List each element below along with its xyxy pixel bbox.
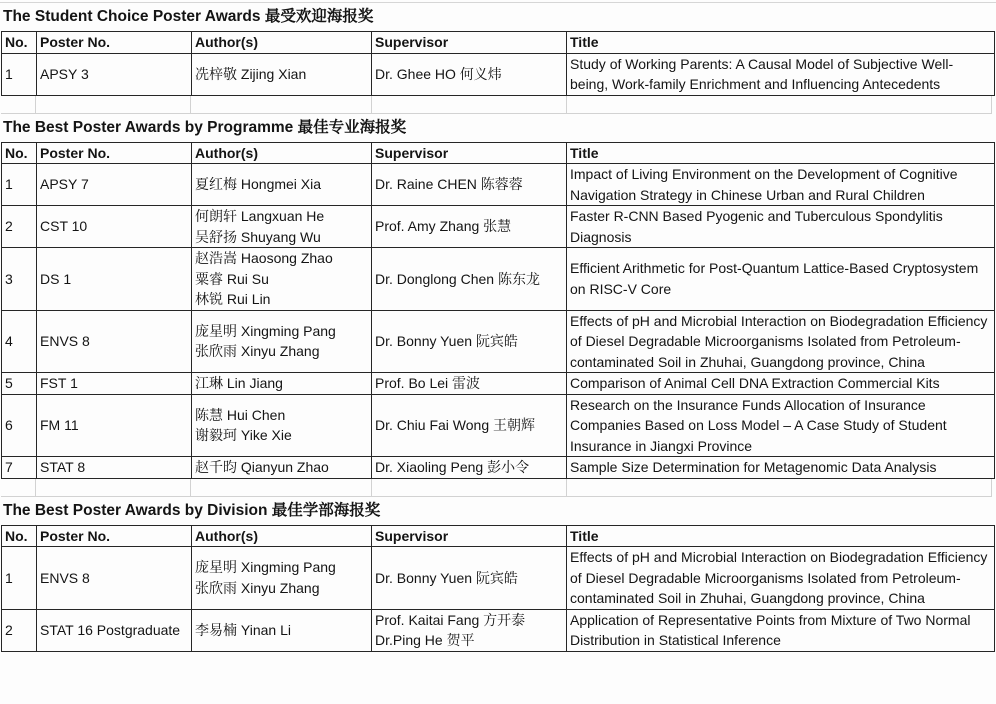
poster-no-cell: FM 11 [37, 394, 192, 457]
supervisor-cell [372, 248, 567, 311]
no-cell: 6 [2, 394, 37, 457]
table-row [2, 609, 995, 651]
poster-no-cell: APSY 7 [37, 164, 192, 206]
awards-table [1, 142, 995, 479]
author-line: 吴舒扬 Shuyang Wu [195, 228, 321, 245]
title-cell: Faster R-CNN Based Pyogenic and Tuberculous Spondylitis Diagnosis [567, 206, 995, 248]
table-row [2, 457, 995, 479]
column-header: Poster No. [37, 525, 192, 547]
column-header: Supervisor [372, 525, 567, 547]
poster-no-cell: ENVS 8 [37, 547, 192, 610]
header-row [2, 32, 995, 54]
authors-cell [192, 457, 372, 479]
title-cell: Application of Representative Points from Mixture of Two Normal Distribution in Statistical Inference [567, 609, 995, 651]
supervisor-cell [372, 457, 567, 479]
column-header: Poster No. [37, 142, 192, 164]
table-row [2, 547, 995, 610]
supervisor-cell [372, 206, 567, 248]
author-line: 江琳 Lin Jiang [195, 375, 283, 391]
column-header: Author(s) [192, 142, 372, 164]
gap-gridline-cell [372, 96, 567, 113]
gap-gridline-cell [191, 96, 371, 113]
supervisor-line: Dr.Ping He 贺平 [375, 632, 475, 648]
spreadsheet-gap-row [1, 479, 992, 497]
supervisor-line: Prof. Bo Lei 雷波 [375, 375, 481, 391]
poster-no-cell: APSY 3 [37, 53, 192, 95]
column-header: Title [567, 142, 995, 164]
supervisor-cell [372, 547, 567, 610]
authors-cell [192, 248, 372, 311]
no-cell: 5 [2, 373, 37, 395]
author-line: 何朗轩 Langxuan He [195, 208, 325, 224]
poster-no-cell: DS 1 [37, 248, 192, 311]
authors-cell [192, 373, 372, 395]
sections-root [0, 3, 996, 652]
column-header: Author(s) [192, 525, 372, 547]
section-title: The Student Choice Poster Awards 最受欢迎海报奖 [3, 8, 374, 25]
column-header: Supervisor [372, 32, 567, 54]
poster-no-cell: CST 10 [37, 206, 192, 248]
header-row [2, 142, 995, 164]
author-line: 张欣雨 Xinyu Zhang [195, 579, 320, 596]
no-cell: 1 [2, 547, 37, 610]
title-cell: Effects of pH and Microbial Interaction on Biodegradation Efficiency of Diesel Degradable Microorganisms Isolated from Petroleum-contaminated Soil in Zhuhai, Guangdong province, China [567, 310, 995, 373]
no-cell: 7 [2, 457, 37, 479]
gap-gridline-cell [372, 479, 567, 496]
poster-no-cell: STAT 16 Postgraduate [37, 609, 192, 651]
section-title: The Best Poster Awards by Programme 最佳专业海报奖 [3, 118, 407, 136]
title-cell: Efficient Arithmetic for Post-Quantum Lattice-Based Cryptosystem on RISC-V Core [567, 248, 995, 311]
author-line: 冼梓敬 Zijing Xian [195, 65, 307, 82]
no-cell: 1 [2, 53, 37, 95]
awards-table [1, 31, 995, 96]
supervisor-line: Dr. Ghee HO 何义炜 [375, 65, 502, 82]
supervisor-line: Prof. Amy Zhang 张慧 [375, 218, 512, 235]
author-line: 庞星明 Xingming Pang [195, 559, 336, 576]
header-row [2, 525, 995, 547]
poster-no-cell: FST 1 [37, 373, 192, 395]
authors-cell [192, 164, 372, 206]
author-line: 赵千昀 Qianyun Zhao [195, 459, 329, 475]
no-cell: 4 [2, 310, 37, 373]
authors-cell [192, 53, 372, 95]
column-header: Title [567, 32, 995, 54]
spreadsheet-gap-row [1, 96, 992, 114]
poster-no-cell: ENVS 8 [37, 310, 192, 373]
table-row [2, 164, 995, 206]
column-header: Supervisor [372, 142, 567, 164]
award-section-2 [0, 497, 996, 652]
gap-gridline-cell [191, 479, 371, 496]
supervisor-cell [372, 609, 567, 651]
author-line: 李易楠 Yinan Li [195, 621, 291, 638]
gap-gridline-cell [36, 96, 191, 113]
supervisor-line: Dr. Xiaoling Peng 彭小令 [375, 459, 530, 475]
poster-no-cell: STAT 8 [37, 457, 192, 479]
no-cell: 2 [2, 609, 37, 651]
no-cell: 3 [2, 248, 37, 311]
supervisor-line: Dr. Bonny Yuen 阮宾皓 [375, 569, 518, 586]
supervisor-line: Dr. Donglong Chen 陈东龙 [375, 270, 540, 287]
authors-cell [192, 394, 372, 457]
title-cell: Impact of Living Environment on the Development of Cognitive Navigation Strategy in Chinese Urban and Rural Children [567, 164, 995, 206]
table-row [2, 310, 995, 373]
column-header: Title [567, 525, 995, 547]
supervisor-cell [372, 373, 567, 395]
column-header: No. [2, 525, 37, 547]
award-section-1 [0, 114, 996, 479]
authors-cell [192, 206, 372, 248]
gap-gridline-cell [1, 96, 36, 113]
supervisor-cell [372, 310, 567, 373]
table-row [2, 248, 995, 311]
title-cell: Study of Working Parents: A Causal Model of Subjective Well-being, Work-family Enrichment and Influencing Antecedents [567, 53, 995, 95]
author-line: 庞星明 Xingming Pang [195, 322, 336, 339]
authors-cell [192, 310, 372, 373]
gap-gridline-cell [567, 479, 992, 496]
title-cell: Effects of pH and Microbial Interaction on Biodegradation Efficiency of Diesel Degradable Microorganisms Isolated from Petroleum-contaminated Soil in Zhuhai, Guangdong province, China [567, 547, 995, 610]
table-row [2, 394, 995, 457]
table-row [2, 206, 995, 248]
supervisor-cell [372, 164, 567, 206]
supervisor-line: Prof. Kaitai Fang 方开泰 [375, 611, 526, 628]
authors-cell [192, 547, 372, 610]
supervisor-line: Dr. Bonny Yuen 阮宾皓 [375, 333, 518, 349]
supervisor-cell [372, 394, 567, 457]
table-row [2, 53, 995, 95]
author-line: 林锐 Rui Lin [195, 291, 271, 307]
column-header: No. [2, 142, 37, 164]
supervisor-line: Dr. Raine CHEN 陈蓉蓉 [375, 176, 523, 193]
column-header: Author(s) [192, 32, 372, 54]
table-row [2, 373, 995, 395]
gap-gridline-cell [1, 479, 36, 496]
authors-cell [192, 609, 372, 651]
supervisor-line: Dr. Chiu Fai Wong 王朝辉 [375, 417, 536, 433]
author-line: 陈慧 Hui Chen [195, 406, 286, 423]
no-cell: 1 [2, 164, 37, 206]
award-section-0 [0, 3, 996, 96]
supervisor-cell [372, 53, 567, 95]
column-header: Poster No. [37, 32, 192, 54]
gap-gridline-cell [567, 96, 992, 113]
column-header: No. [2, 32, 37, 54]
author-line: 张欣雨 Xinyu Zhang [195, 343, 320, 360]
title-cell: Sample Size Determination for Metagenomic Data Analysis [567, 457, 995, 479]
gap-gridline-cell [36, 479, 191, 496]
author-line: 粟睿 Rui Su [195, 270, 269, 287]
section-title: The Best Poster Awards by Division 最佳学部海报奖 [3, 501, 381, 519]
title-cell: Research on the Insurance Funds Allocation of Insurance Companies Based on Loss Model – A Case Study of Student Insurance in Jiangxi Province [567, 394, 995, 457]
awards-table [1, 525, 995, 652]
title-cell: Comparison of Animal Cell DNA Extraction Commercial Kits [567, 373, 995, 395]
author-line: 谢毅珂 Yike Xie [195, 427, 292, 444]
no-cell: 2 [2, 206, 37, 248]
author-line: 夏红梅 Hongmei Xia [195, 176, 322, 193]
author-line: 赵浩嵩 Haosong Zhao [195, 250, 333, 266]
